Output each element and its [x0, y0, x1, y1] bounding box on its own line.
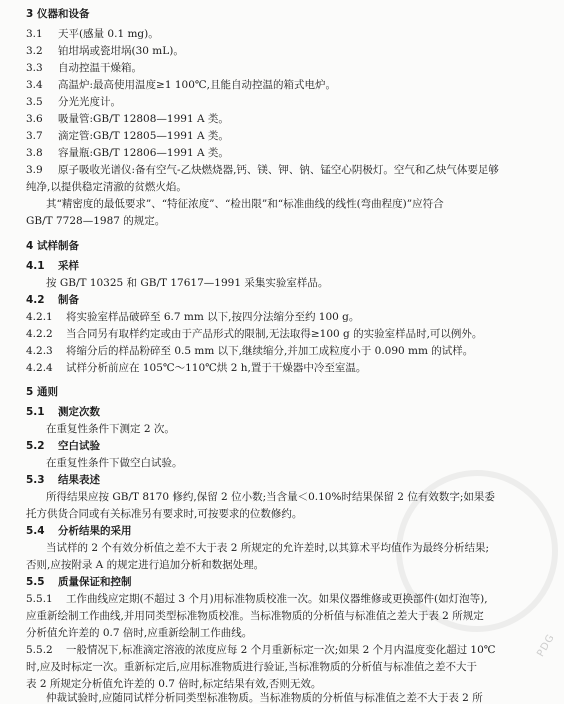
document-page: PDG 3 仪器和设备 3.1 天平(感量 0.1 mg)。 3.2 铂坩埚或瓷坩埚(30 mL)。 3.3 自动控温干燥箱。 3.4 高温炉:最高使用温度≥1 100℃,且能自动控温的箱式电炉。 3.5 分光光度计。 3.6 吸量管:GB/T 12808—1991 A 类。 3.7 滴定管:GB/T 12805—1991 A 类。 3.8 容量瓶:GB/T 12806—1991 A 类。 3.9 原子吸收光谱仪:备有空气-乙炔燃烧器,钙、镁、钾、钠、锰空心阴极灯。空气和乙炔气体要足够 纯净,以提供稳定清澈的贫燃火焰。 其“精密度的最低要求”、“特征浓度”、“检出限”和“标准曲线的线性(弯曲程度)”应符合 GB/T 7728—1987 的规定。 4 试样制备 4.1 采样 按 GB/T 10325 和 GB/T 17617—1991 采集实验室样品。 4.2 制备 4.2.1 将实验室样品破碎至 6.7 mm 以下,按四分法缩分至约 100 g。 4.2.2 当合同另有取样约定或由于产品形式的限制,无法取得≥100 g 的实验室样品时,可以例外。 4.2.3 将缩分后的样品粉碎至 0.5 mm 以下,继续缩分,并加工成粒度小于 0.090 mm 的试样。 4.2.4 试样分析前应在 105℃～110℃烘 2 h,置于干燥器中冷至室温。 5 通则 5.1 测定次数 在重复性条件下测定 2 次。 5.2 空白试验 在重复性条件下做空白试验。 5.3 结果表述 所得结果应按 GB/T 8170 修约,保留 2 位小数;当含量＜0.10%时结果保留 2 位有效数字;如果委 托方供货合同或有关标准另有要求时,可按要求的位数修约。 5.4 分析结果的采用 当试样的 2 个有效分析值之差不大于表 2 所规定的允许差时,以其算术平均值作为最终分析结果; 否则,应按附录 A 的规定进行追加分析和数据处理。 5.5 质量保证和控制 5.5.1 工作曲线应定期(不超过 3 个月)用标准物质校准一次。如果仪器维修或更换部件(如灯泡等), 应重新绘制工作曲线,并用同类型标准物质校准。当标准物质的分析值与标准值之差大于表 2 所规定 分析值允许差的 0.7 倍时,应重新绘制工作曲线。 5.5.2 一般情况下,标准滴定溶液的浓度应每 2 个月重新标定一次;如果 2 个月内温度变化超过 10℃ 时,应及时标定一次。重新标定后,应用标准物质进行验证,当标准物质的分析值与标准值之差不大于 表 2 所规定分析值允许差的 0.7 倍时,标定结果有效,否则无效。 仲裁试验时,应随同试样分析同类型标准物质。当标准物质的分析值与标准值之差不大于表 2 所: [0, 0, 564, 704]
watermark-text: PDG: [534, 632, 557, 659]
